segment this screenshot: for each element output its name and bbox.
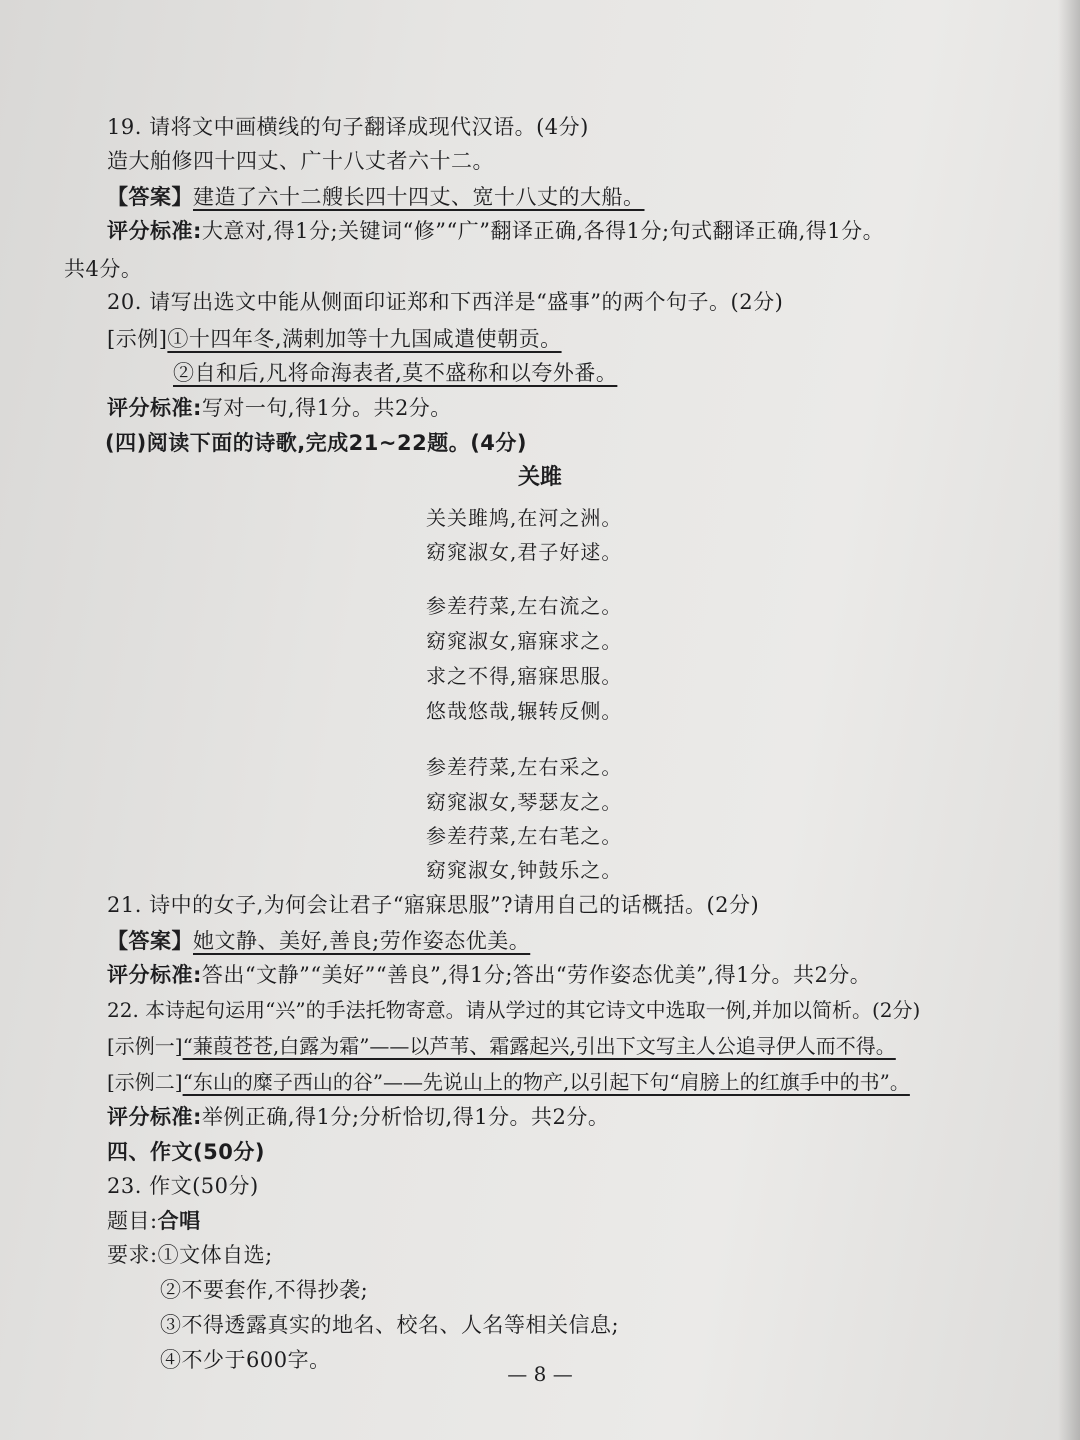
criteria-label: 评分标准:	[107, 963, 202, 987]
q20-criteria	[107, 393, 452, 423]
criteria-text: 答出“文静”“美好”“善良”,得1分;答出“劳作姿态优美”,得1分。共2分。	[201, 963, 872, 987]
essay-req-1	[107, 1240, 273, 1270]
essay-req-2: ②不要套作,不得抄袭;	[160, 1278, 369, 1302]
essay-q23: 23. 作文(50分)	[107, 1174, 259, 1198]
criteria-text: 举例正确,得1分;分析恰切,得1分。共2分。	[201, 1105, 610, 1129]
q22-prompt: 22. 本诗起句运用“兴”的手法托物寄意。请从学过的其它诗文中选取一例,并加以简析。(2分)	[107, 998, 921, 1022]
page-number: — 8 —	[507, 1362, 573, 1386]
essay-heading: 四、作文(50分)	[107, 1140, 265, 1164]
topic-text: 合唱	[157, 1209, 201, 1233]
q19-criteria	[107, 216, 884, 246]
criteria-text: 大意对,得1分;关键词“修”“广”翻译正确,各得1分;句式翻译正确,得1分。	[201, 219, 885, 243]
example-text: ①十四年冬,满剌加等十九国咸遣使朝贡。	[167, 327, 562, 351]
essay-req-3: ③不得透露真实的地名、校名、人名等相关信息;	[160, 1313, 620, 1337]
q20-example-1	[107, 324, 562, 354]
req-label: 要求:	[107, 1243, 158, 1267]
essay-topic	[107, 1206, 201, 1236]
poem-line: 参差荇菜,左右芼之。	[426, 824, 623, 848]
example-text: ②自和后,凡将命海表者,莫不盛称和以夸外番。	[173, 361, 618, 385]
page-edge-shadow	[1058, 0, 1080, 1440]
q19-answer	[107, 182, 645, 212]
answer-text: 建造了六十二艘长四十四丈、宽十八丈的大船。	[193, 185, 645, 209]
q21-prompt: 21. 诗中的女子,为何会让君子“寤寐思服”?请用自己的话概括。(2分)	[107, 893, 760, 917]
answer-text: 她文静、美好,善良;劳作姿态优美。	[193, 929, 531, 953]
poem-line: 窈窕淑女,钟鼓乐之。	[426, 858, 623, 882]
criteria-text: 写对一句,得1分。共2分。	[201, 396, 452, 420]
q19-prompt: 19. 请将文中画横线的句子翻译成现代汉语。(4分)	[107, 115, 589, 139]
poem-title: 关雎	[517, 465, 562, 490]
q22-example-2	[107, 1067, 910, 1097]
q22-example-1	[107, 1031, 896, 1061]
example-label: [示例]	[107, 327, 168, 351]
section4-heading: (四)阅读下面的诗歌,完成21~22题。(4分)	[105, 431, 528, 455]
example-label: [示例一]	[107, 1034, 183, 1058]
poem-line: 参差荇菜,左右流之。	[426, 594, 623, 618]
poem-line: 窈窕淑女,琴瑟友之。	[426, 790, 623, 814]
q22-criteria	[107, 1102, 609, 1132]
poem-line: 参差荇菜,左右采之。	[426, 755, 623, 779]
example-text: “东山的糜子西山的谷”——先说山上的物产,以引起下句“肩膀上的红旗手中的书”。	[182, 1070, 910, 1094]
req-text: ①文体自选;	[157, 1243, 273, 1267]
q19-sentence: 造大舶修四十四丈、广十八丈者六十二。	[107, 149, 494, 173]
poem-line: 求之不得,寤寐思服。	[426, 664, 623, 688]
q21-answer	[107, 926, 530, 956]
q20-example-2	[173, 358, 617, 388]
example-label: [示例二]	[107, 1070, 183, 1094]
answer-label: 【答案】	[107, 185, 193, 209]
essay-req-4: ④不少于600字。	[160, 1348, 331, 1372]
answer-label: 【答案】	[107, 929, 193, 953]
criteria-label: 评分标准:	[107, 219, 202, 243]
example-text: “蒹葭苍苍,白露为霜”——以芦苇、霜露起兴,引出下文写主人公追寻伊人而不得。	[182, 1034, 896, 1058]
q20-prompt: 20. 请写出选文中能从侧面印证郑和下西洋是“盛事”的两个句子。(2分)	[107, 290, 784, 314]
criteria-label: 评分标准:	[107, 396, 202, 420]
q21-criteria	[107, 960, 871, 990]
topic-label: 题目:	[107, 1209, 158, 1233]
criteria-label: 评分标准:	[107, 1105, 202, 1129]
poem-line: 悠哉悠哉,辗转反侧。	[426, 699, 623, 723]
poem-line: 关关雎鸠,在河之洲。	[426, 506, 623, 530]
q19-criteria-cont: 共4分。	[64, 257, 143, 281]
poem-line: 窈窕淑女,君子好逑。	[426, 540, 623, 564]
poem-line: 窈窕淑女,寤寐求之。	[426, 629, 623, 653]
